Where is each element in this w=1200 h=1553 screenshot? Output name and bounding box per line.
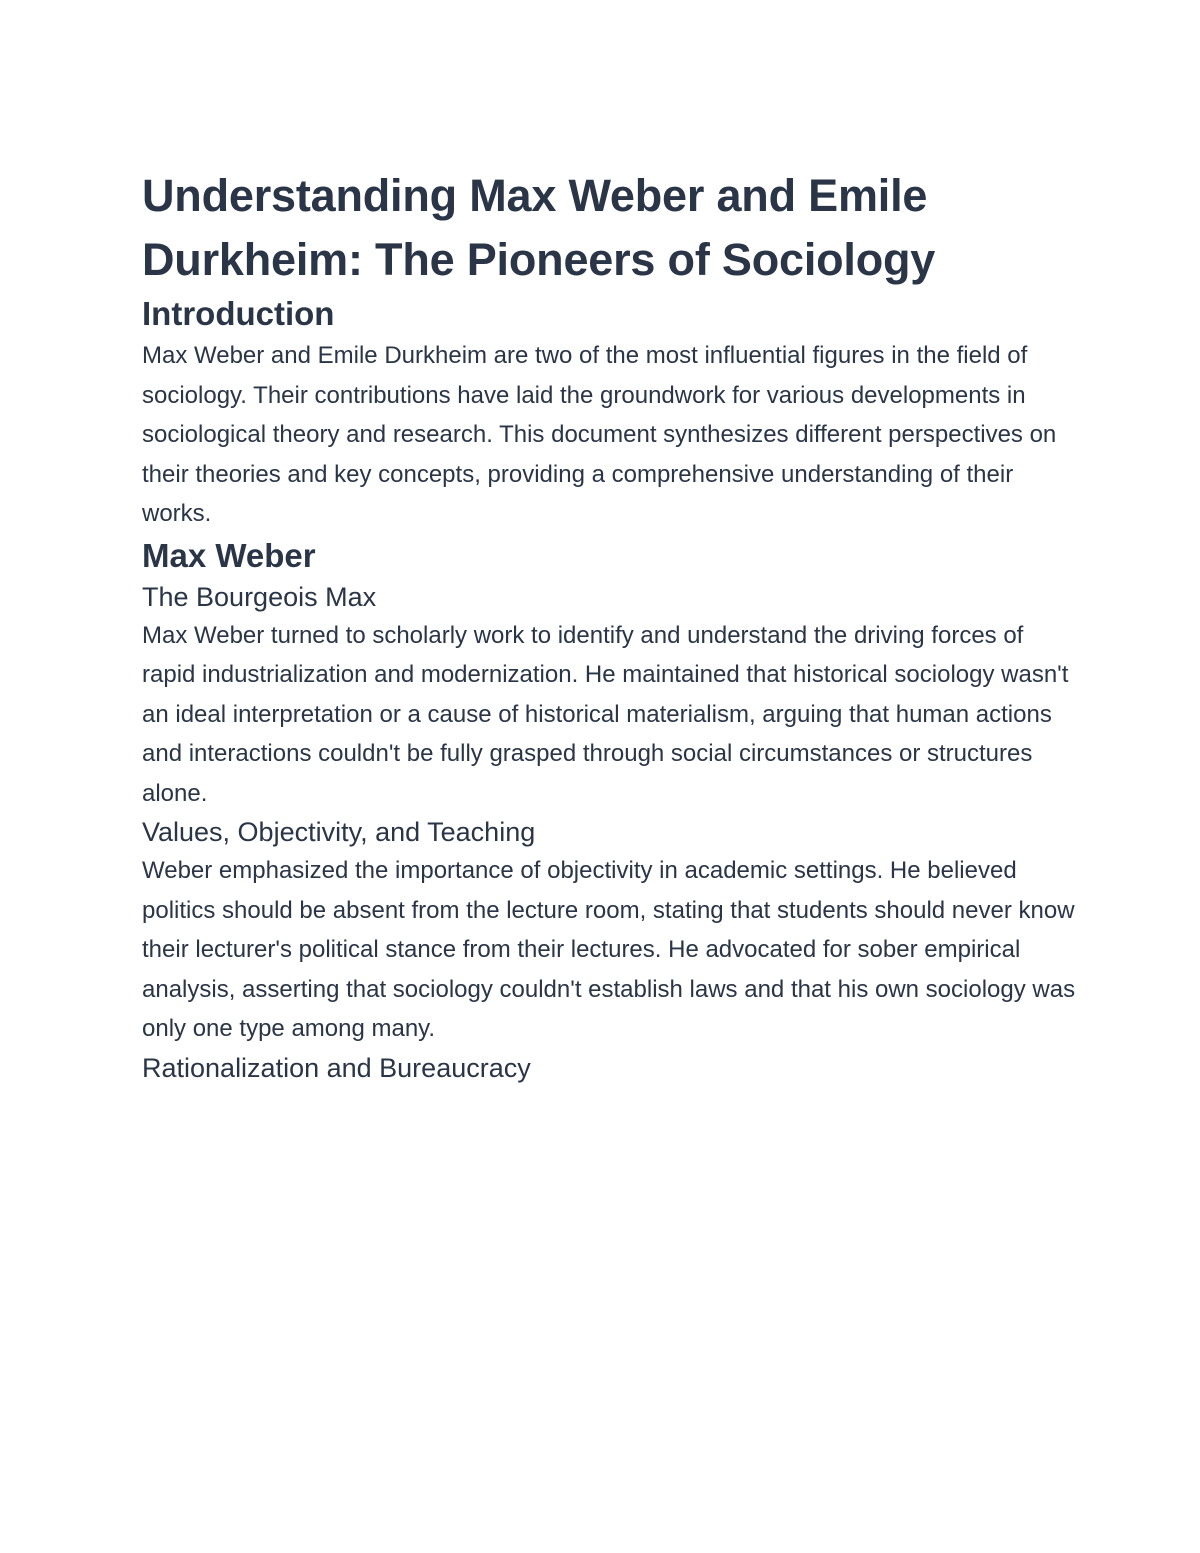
rationalization-bureaucracy-heading: Rationalization and Bureaucracy [142,1052,531,1083]
max-weber-heading: Max Weber [142,536,316,574]
bourgeois-max-paragraph: Max Weber turned to scholarly work to identify and understand the driving forces of rapid industrialization and modernization. He maintained that historical sociology wasn't an ideal interpretation or a cause of historical materialism, arguing that human actions and interactions couldn't be fully grasped through social circumstances or structures alone. [142,621,1069,807]
introduction-paragraph: Max Weber and Emile Durkheim are two of the most influential figures in the field of sociology. Their contributions have laid the groundwork for various developments in sociological theory and research. This document synthesizes different perspectives on their theories and key concepts, providing a comprehensive understanding of their works. [142,342,1057,527]
document-title: Understanding Max Weber and Emile Durkheim: The Pioneers of Sociology [142,170,936,285]
values-objectivity-paragraph: Weber emphasized the importance of objectivity in academic settings. He believed politics should be absent from the lecture room, stating that students should never know their lecturer's political stance from their lectures. He advocated for sober empirical analysis, asserting that sociology couldn't establish laws and that his own sociology was only one type among many. [142,857,1076,1042]
introduction-heading: Introduction [142,295,335,332]
values-objectivity-heading: Values, Objectivity, and Teaching [142,817,536,847]
bourgeois-max-heading: The Bourgeois Max [142,581,377,612]
